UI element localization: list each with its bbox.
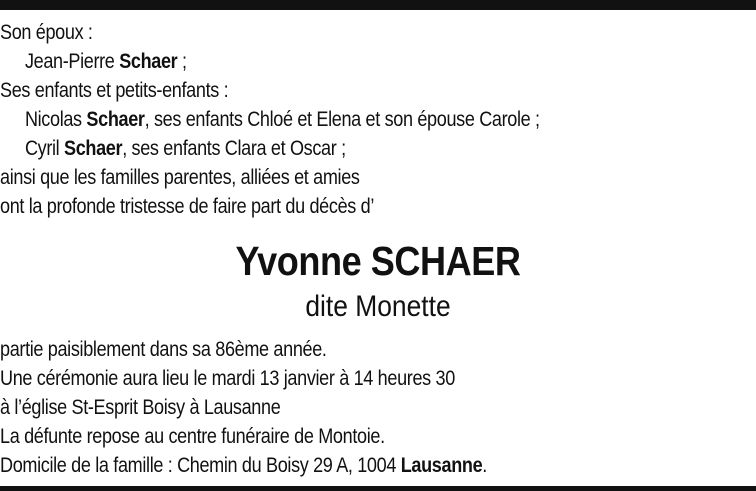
top-border-rule — [0, 0, 756, 10]
child-line-cyril — [0, 134, 650, 163]
spouse-last-name: Schaer — [119, 50, 178, 73]
announcement-line: ont la profonde tristesse de faire part du décès d’ — [0, 195, 374, 218]
home-line-end: . — [482, 454, 487, 477]
child-line-nicolas — [0, 105, 650, 134]
spouse-first-name: Jean-Pierre — [24, 50, 115, 73]
home-address-line — [0, 451, 650, 480]
church-line: à l’église St-Esprit Boisy à Lausanne — [0, 396, 281, 419]
rest-line: La défunte repose au centre funéraire de Montoie. — [0, 425, 385, 448]
child1-first-name: Nicolas — [24, 108, 82, 131]
home-city: Lausanne — [400, 454, 483, 477]
bottom-border-rule — [0, 486, 756, 491]
child2-details: , ses enfants Clara et Oscar ; — [122, 137, 346, 160]
obituary-notice — [0, 18, 756, 480]
spouse-line — [0, 47, 650, 76]
deceased-nickname: dite Monette — [305, 290, 451, 323]
child1-details: , ses enfants Chloé et Elena et son épouse Carole ; — [144, 108, 540, 131]
deceased-name: Yvonne SCHAER — [235, 238, 521, 284]
home-address-prefix: Domicile de la famille : Chemin du Boisy 29 A, 1004 — [0, 454, 397, 477]
spouse-heading: Son époux : — [0, 21, 93, 44]
spouse-line-end: ; — [177, 50, 187, 73]
children-heading: Ses enfants et petits-enfants : — [0, 79, 229, 102]
age-line: partie paisiblement dans sa 86ème année. — [0, 338, 327, 361]
child1-last-name: Schaer — [86, 108, 145, 131]
child2-last-name: Schaer — [64, 137, 123, 160]
ceremony-line: Une cérémonie aura lieu le mardi 13 janvier à 14 heures 30 — [0, 367, 455, 390]
child2-first-name: Cyril — [24, 137, 60, 160]
families-line: ainsi que les familles parentes, alliées et amies — [0, 166, 360, 189]
